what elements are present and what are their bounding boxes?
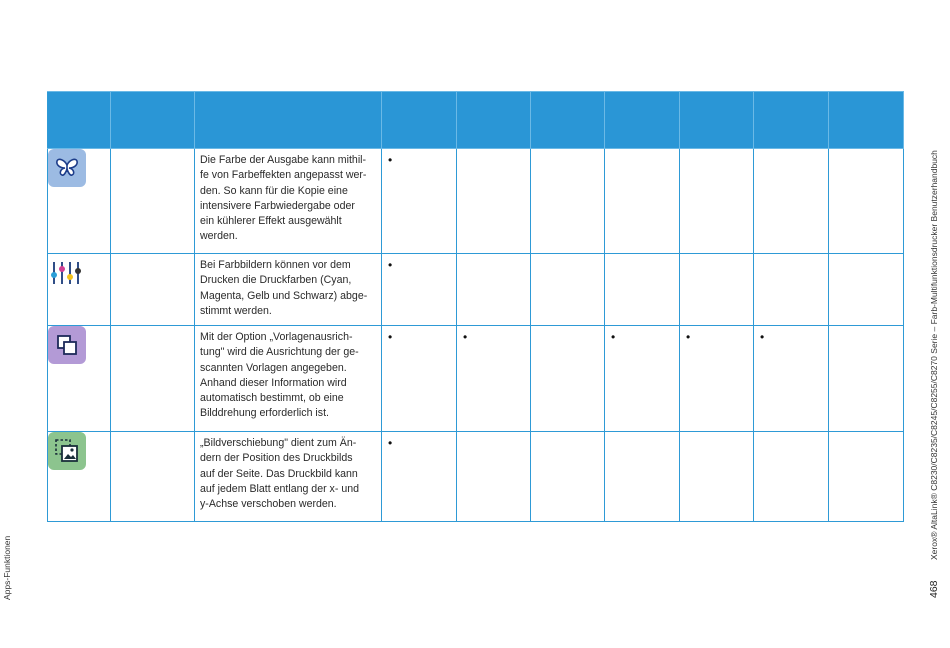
mark: •	[388, 153, 393, 167]
description-text: Mit der Option „Vorlagenausrich- tung" wird die Ausrichtung der ge- scannten Vorlagen angegeben. Anhand dieser Information wird automatisch bestimmt, ob eine Bilddrehung erforderlich ist.	[200, 331, 359, 420]
mark-cell	[531, 326, 605, 432]
mark	[754, 149, 828, 153]
description-cell	[195, 149, 382, 254]
mark	[754, 432, 828, 436]
mark	[531, 432, 604, 436]
mark-cell	[829, 254, 904, 326]
mark-cell	[680, 149, 754, 254]
mark	[829, 432, 903, 436]
header-cell	[531, 92, 605, 149]
mark-cell	[754, 326, 829, 432]
mark: •	[388, 330, 393, 344]
table-row	[48, 149, 904, 254]
mark-cell	[457, 254, 531, 326]
mark	[457, 254, 530, 258]
mark	[457, 149, 530, 153]
mark-cell	[457, 432, 531, 522]
header-cell	[754, 92, 829, 149]
feature-table	[47, 91, 904, 522]
description-cell	[195, 254, 382, 326]
mark	[605, 149, 679, 153]
mark-cell	[754, 149, 829, 254]
table-row	[48, 326, 904, 432]
mark-cell	[382, 326, 457, 432]
mark-cell	[829, 326, 904, 432]
mark-cell	[531, 254, 605, 326]
description-text: Bei Farbbildern können vor dem Drucken die Druckfarben (Cyan, Magenta, Gelb und Schwarz) abge- stimmt werden.	[200, 259, 368, 317]
mark-cell	[457, 149, 531, 254]
mark	[754, 254, 828, 258]
table-row	[48, 254, 904, 326]
mark-cell	[605, 326, 680, 432]
table-header-row	[48, 92, 904, 149]
mark	[680, 149, 753, 153]
mark-cell	[457, 326, 531, 432]
mark	[829, 254, 903, 258]
name-cell	[111, 149, 195, 254]
mark	[531, 254, 604, 258]
mark	[829, 149, 903, 153]
header-cell	[829, 92, 904, 149]
image-shift-icon	[48, 432, 86, 470]
mark	[605, 432, 679, 436]
document-title: Xerox® AltaLink® C8230/C8235/C8245/C8255/C8270 Serie – Farb-Multifunktionsdrucker Benutzerhandbuch	[929, 150, 939, 560]
mark	[680, 254, 753, 258]
mark: •	[611, 330, 616, 344]
description-cell	[195, 326, 382, 432]
mark: •	[686, 330, 691, 344]
mark-cell	[382, 432, 457, 522]
mark-cell	[754, 254, 829, 326]
mark-cell	[605, 432, 680, 522]
mark	[531, 326, 604, 330]
description-text: „Bildverschiebung" dient zum Än- dern der Position des Druckbilds auf der Seite. Das Druckbild kann auf jedem Blatt entlang der x- und y-Achse verschoben werden.	[200, 437, 360, 511]
header-cell	[605, 92, 680, 149]
mark-cell	[829, 432, 904, 522]
description-text: Die Farbe der Ausgabe kann mithil- fe von Farbeffekten angepasst wer- den. So kann für die Kopie eine intensivere Farbwiedergabe oder ein kühlerer Effekt ausgewählt werden.	[200, 154, 367, 243]
mark-cell	[680, 432, 754, 522]
mark	[605, 254, 679, 258]
icon-cell	[48, 254, 111, 326]
header-cell	[382, 92, 457, 149]
mark-cell	[680, 254, 754, 326]
icon-cell	[48, 326, 111, 432]
description-cell	[195, 432, 382, 522]
header-cell	[48, 92, 111, 149]
mark-cell	[754, 432, 829, 522]
mark-cell	[382, 254, 457, 326]
butterfly-icon	[48, 149, 86, 187]
name-cell	[111, 326, 195, 432]
mark	[829, 326, 903, 330]
mark-cell	[605, 149, 680, 254]
mark-cell	[382, 149, 457, 254]
mark-cell	[605, 254, 680, 326]
header-cell	[111, 92, 195, 149]
header-cell	[680, 92, 754, 149]
table-row	[48, 432, 904, 522]
mark-cell	[829, 149, 904, 254]
mark: •	[388, 436, 393, 450]
header-cell	[195, 92, 382, 149]
icon-cell	[48, 149, 111, 254]
mark: •	[388, 258, 393, 272]
color-sliders-icon	[48, 254, 86, 292]
name-cell	[111, 254, 195, 326]
name-cell	[111, 432, 195, 522]
mark-cell	[680, 326, 754, 432]
mark	[531, 149, 604, 153]
orientation-icon	[48, 326, 86, 364]
page-number: 468	[928, 580, 940, 598]
mark-cell	[531, 149, 605, 254]
mark: •	[760, 330, 765, 344]
mark	[680, 432, 753, 436]
header-cell	[457, 92, 531, 149]
section-label: Apps-Funktionen	[2, 535, 12, 600]
mark: •	[463, 330, 468, 344]
icon-cell	[48, 432, 111, 522]
mark-cell	[531, 432, 605, 522]
mark	[457, 432, 530, 436]
